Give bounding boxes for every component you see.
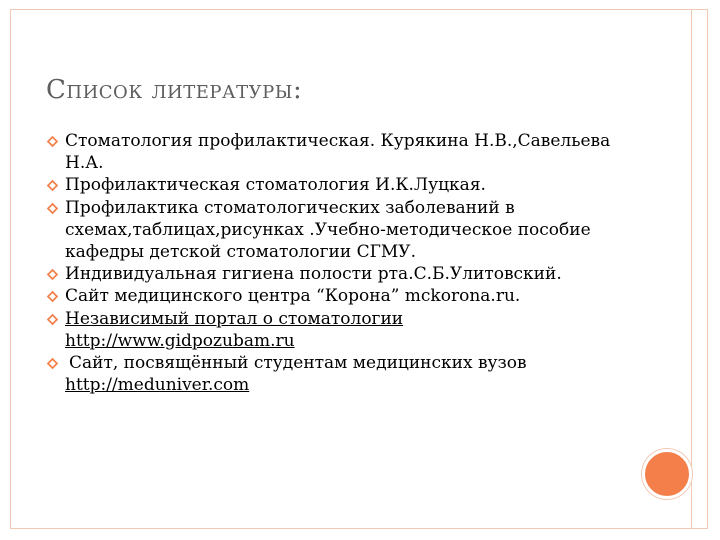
reference-list [46,130,636,396]
frame-vertical-line [691,9,692,529]
reference-text: Профилактика стоматологических заболеваний в схемах,таблицах,рисунках .Учебно-методическое пособие кафедры детской стоматологии СГМУ. [65,197,591,263]
diamond-bullet-icon [46,357,59,370]
diamond-bullet-icon [46,179,59,192]
reference-text: Сайт, посвящённый студентам медицинских вузов [69,353,527,374]
reference-item-3 [46,197,636,264]
reference-item-1 [46,130,636,174]
reference-text: Стоматология профилактическая. Курякина Н.В.,Савельева Н.А. [65,131,611,174]
reference-item-4 [46,263,636,285]
reference-text: Профилактическая стоматология И.К.Луцкая. [65,175,486,196]
reference-item-7 [46,352,636,396]
diamond-bullet-icon [46,202,59,215]
reference-item-5 [46,285,636,307]
diamond-bullet-icon [46,290,59,303]
portal-link[interactable]: Независимый портал о стоматологии [65,308,404,329]
diamond-bullet-icon [46,135,59,148]
reference-item-2 [46,174,636,196]
slide-title: Список литературы: [46,75,303,105]
reference-text: Сайт медицинского центра “Корона” mckorona.ru. [65,286,521,307]
diamond-bullet-icon [46,268,59,281]
diamond-bullet-icon [46,313,59,326]
meduniver-url-link[interactable]: http://meduniver.com [65,375,250,396]
reference-text: Индивидуальная гигиена полости рта.С.Б.Улитовский. [65,264,562,285]
reference-item-6 [46,308,636,352]
gidpozubam-url-link[interactable]: http://www.gidpozubam.ru [65,330,295,351]
decorative-circle [642,449,692,499]
